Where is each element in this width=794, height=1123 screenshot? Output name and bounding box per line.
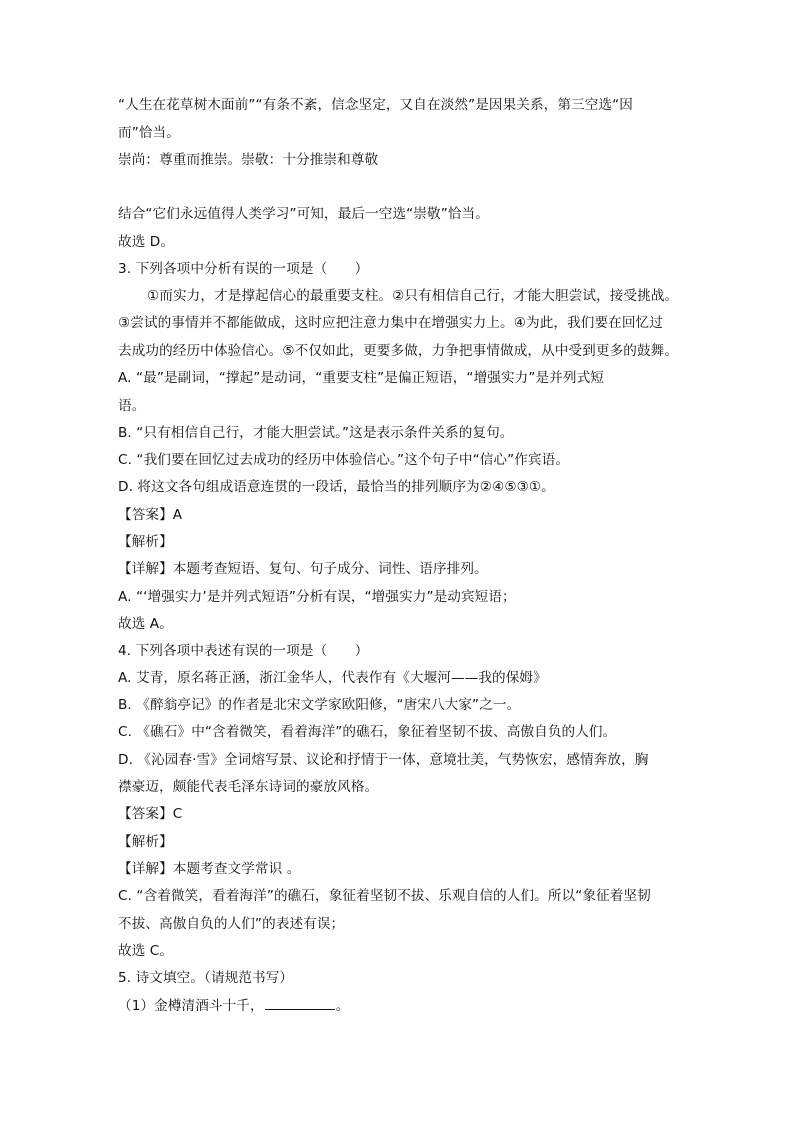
option-c: C. 《礁石》中“含着微笑，看着海洋”的礁石，象征着坚韧不拔、高傲自负的人们。 [118, 724, 617, 740]
detail-line: 【详解】本题考查文学常识 。 [118, 861, 301, 877]
option-d-cont: 襟豪迈，颇能代表毛泽东诗词的豪放风格。 [118, 779, 379, 795]
detail-line: 【详解】本题考查短语、复句、句子成分、词性、语序排列。 [118, 561, 488, 577]
detail-line: A. “‘增强实力’是并列式短语”分析有误，“增强实力”是动宾短语； [118, 589, 516, 605]
question-3-stem: 3. 下列各项中分析有误的一项是（ ） [118, 261, 369, 277]
answer-label: 【答案】C [118, 806, 183, 822]
answer-blank[interactable] [265, 997, 335, 1010]
detail-line: C. “含着微笑，看着海洋”的礁石，象征着坚韧不拔、乐观自信的人们。所以“象征着坚韧 [118, 888, 651, 904]
option-c: C. “我们要在回忆过去成功的经历中体验信心。”这个句子中“信心”作宾语。 [118, 452, 570, 468]
option-b: B. “只有相信自己行，才能大胆尝试。”这是表示条件关系的复句。 [118, 425, 514, 441]
option-a: A. “最”是副词，“撑起”是动词，“重要支柱”是偏正短语，“增强实力”是并列式短 [118, 370, 604, 386]
option-d: D. 《沁园春·雪》全词熔写景、议论和抒情于一体，意境壮美，气势恢宏，感情奔放，胸 [118, 752, 649, 768]
text-line: “人生在花草树木面前”“有条不紊，信念坚定，又自在淡然”是因果关系，第三空选“因 [118, 97, 633, 113]
option-d: D. 将这文各句组成语意连贯的一段话，最恰当的排列顺序为②④⑤③①。 [118, 479, 555, 495]
fill-in-end: 。 [335, 998, 350, 1014]
detail-line: 不拔、高傲自负的人们”的表述有误； [118, 916, 345, 932]
option-b: B. 《醉翁亭记》的作者是北宋文学家欧阳修，“唐宋八大家”之一。 [118, 697, 521, 713]
text-line: 崇尚：尊重而推崇。崇敬：十分推崇和尊敬 [118, 152, 379, 168]
text-line: 故选 A。 [118, 616, 173, 632]
analysis-label: 【解析】 [118, 534, 173, 550]
passage-line: ③尝试的事情并不都能做成，这时应把注意力集中在增强实力上。④为此，我们要在回忆过 [118, 315, 663, 331]
text-line: 结合“它们永远值得人类学习”可知，最后一空选“崇敬”恰当。 [118, 206, 489, 222]
passage-line: ①而实力，才是撑起信心的最重要支柱。②只有相信自己行，才能大胆尝试，接受挑战。 [147, 288, 679, 304]
text-line: 而”恰当。 [118, 125, 180, 141]
option-a-cont: 语。 [118, 398, 146, 414]
fill-in-prompt: （1）金樽清酒斗十千， [118, 998, 264, 1014]
text-line: 故选 D。 [118, 234, 175, 250]
fill-in-line [118, 997, 349, 1015]
text-line: 故选 C。 [118, 943, 174, 959]
answer-label: 【答案】A [118, 507, 183, 523]
analysis-label: 【解析】 [118, 834, 173, 850]
question-5-stem: 5. 诗文填空。（请规范书写） [118, 970, 294, 986]
question-4-stem: 4. 下列各项中表述有误的一项是（ ） [118, 643, 369, 659]
passage-line: 去成功的经历中体验信心。⑤不仅如此，更要多做，力争把事情做成，从中受到更多的鼓舞。 [118, 343, 679, 359]
option-a: A. 艾青，原名蒋正涵，浙江金华人，代表作有《大堰河——我的保姆》 [118, 670, 547, 686]
